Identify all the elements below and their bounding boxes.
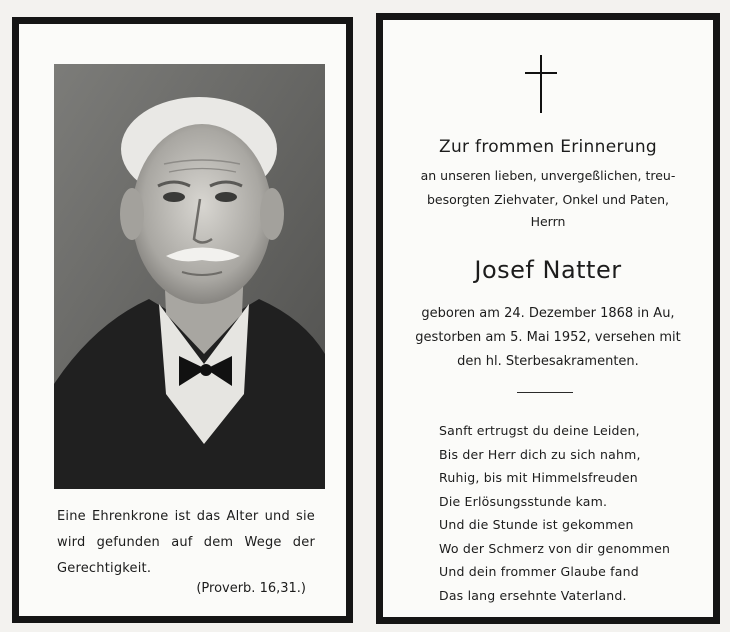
- divider: [517, 392, 573, 393]
- right-card: [376, 13, 720, 624]
- poem-line: Und die Stunde ist gekommen: [439, 517, 634, 532]
- quote-line: wird gefunden auf dem Wege der: [57, 535, 315, 550]
- poem-line: Die Erlösungsstunde kam.: [439, 493, 608, 509]
- quote-line: Gerechtigkeit.: [57, 561, 152, 576]
- poem: [439, 419, 670, 607]
- intro-text: [383, 164, 713, 212]
- intro-line: an unseren lieben, unvergeßlichen, treu-: [420, 168, 676, 183]
- intro-line: besorgten Ziehvater, Onkel und Paten,: [426, 192, 670, 207]
- dates-line: gestorben am 5. Mai 1952, versehen mit: [415, 330, 681, 345]
- dates-line: geboren am 24. Dezember 1868 in Au,: [421, 306, 675, 321]
- poem-line: Sanft ertrugst du deine Leiden,: [439, 423, 640, 438]
- portrait-photo: [54, 64, 325, 489]
- left-card: [12, 17, 353, 623]
- cross-icon: [523, 55, 559, 113]
- memorial-title: Zur frommen Erinnerung: [439, 137, 657, 157]
- proverb-citation: (Proverb. 16,31.): [196, 581, 306, 596]
- poem-line: Und dein frommer Glaube fand: [439, 564, 639, 579]
- proverb-quote: [57, 504, 315, 582]
- poem-line: Bis der Herr dich zu sich nahm,: [439, 446, 641, 462]
- dates-line: den hl. Sterbesakramenten.: [457, 354, 639, 369]
- poem-line: Das lang ersehnte Vaterland.: [439, 587, 627, 603]
- life-dates: [383, 302, 713, 374]
- deceased-name: Josef Natter: [474, 256, 622, 284]
- honorific: Herrn: [530, 214, 566, 229]
- quote-line: Eine Ehrenkrone ist das Alter und sie: [57, 509, 315, 524]
- poem-line: Ruhig, bis mit Himmelsfreuden: [439, 470, 638, 485]
- poem-line: Wo der Schmerz von dir genommen: [439, 540, 671, 556]
